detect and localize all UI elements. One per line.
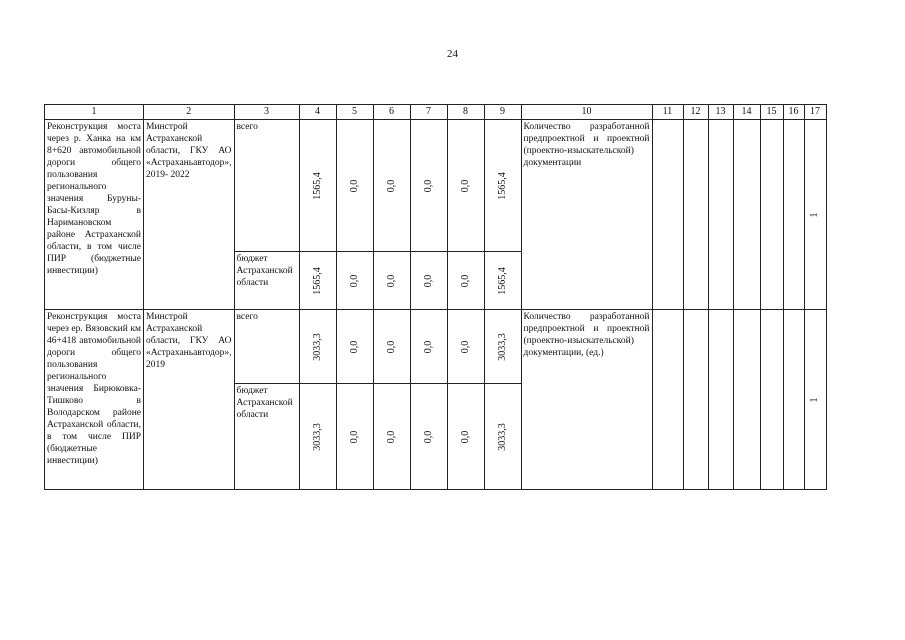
value-cell: 1565,4: [299, 252, 336, 310]
value-cell: 0,0: [447, 310, 484, 384]
column-number-row: [45, 105, 827, 120]
col-header: 2: [144, 105, 235, 120]
empty-cell: [652, 120, 683, 310]
value-cell: 0,0: [336, 310, 373, 384]
table-row: [45, 120, 827, 252]
col-header: 14: [733, 105, 760, 120]
col-header: 1: [45, 105, 144, 120]
value-cell: 0,0: [410, 252, 447, 310]
value-cell: 1565,4: [299, 120, 336, 252]
col-header: 4: [299, 105, 336, 120]
empty-cell: [760, 120, 783, 310]
empty-cell: [652, 310, 683, 490]
value-cell: 0,0: [373, 120, 410, 252]
empty-cell: [708, 310, 733, 490]
empty-cell: [683, 310, 708, 490]
target-value-cell: 1: [804, 120, 826, 310]
col-header: 5: [336, 105, 373, 120]
value-cell: 1565,4: [484, 120, 521, 252]
funding-source-cell: бюджет Астраханской области: [234, 252, 299, 310]
col-header: 8: [447, 105, 484, 120]
empty-cell: [708, 120, 733, 310]
empty-cell: [783, 310, 804, 490]
value-cell: 0,0: [373, 384, 410, 490]
target-value-cell: 1: [804, 310, 826, 490]
col-header: 15: [760, 105, 783, 120]
col-header: 6: [373, 105, 410, 120]
indicator-cell: Количество разработанной предпроектной и проектной (проектно-изыскательской) документации: [521, 120, 652, 310]
col-header: 3: [234, 105, 299, 120]
value-cell: 0,0: [410, 310, 447, 384]
value-cell: 0,0: [373, 310, 410, 384]
empty-cell: [760, 310, 783, 490]
value-cell: 0,0: [410, 384, 447, 490]
value-cell: 3033,3: [484, 310, 521, 384]
table-row: [45, 310, 827, 384]
page-number: 24: [447, 48, 458, 60]
col-header: 10: [521, 105, 652, 120]
empty-cell: [733, 310, 760, 490]
col-header: 11: [652, 105, 683, 120]
project-name-cell: Реконструкция моста через р. Ханка на км 8+620 автомобильной дороги общего пользования регионального значения Буруны-Басы-Кизляр в Наримановском районе Астраханской области, в том числе ПИР (бюджетные инвестиции): [45, 120, 144, 310]
value-cell: 3033,3: [299, 310, 336, 384]
value-cell: 0,0: [447, 384, 484, 490]
funding-source-cell: всего: [234, 310, 299, 384]
value-cell: 0,0: [410, 120, 447, 252]
value-cell: 0,0: [373, 252, 410, 310]
value-cell: 3033,3: [484, 384, 521, 490]
funding-source-cell: бюджет Астраханской области: [234, 384, 299, 490]
col-header: 13: [708, 105, 733, 120]
col-header: 16: [783, 105, 804, 120]
indicator-cell: Количество разработанной предпроектной и проектной (проектно-изыскательской) документации, (ед.): [521, 310, 652, 490]
value-cell: 3033,3: [299, 384, 336, 490]
col-header: 17: [804, 105, 826, 120]
value-cell: 0,0: [336, 384, 373, 490]
empty-cell: [733, 120, 760, 310]
funding-source-cell: всего: [234, 120, 299, 252]
program-table: [44, 104, 827, 490]
value-cell: 0,0: [447, 252, 484, 310]
executor-cell: Минстрой Астраханской области, ГКУ АО «Астраханьавтодор», 2019: [144, 310, 235, 490]
col-header: 7: [410, 105, 447, 120]
value-cell: 0,0: [447, 120, 484, 252]
col-header: 9: [484, 105, 521, 120]
value-cell: 0,0: [336, 252, 373, 310]
col-header: 12: [683, 105, 708, 120]
value-cell: 0,0: [336, 120, 373, 252]
project-name-cell: Реконструкция моста через ер. Вязовский км 46+418 автомобильной дороги общего пользования регионального значения Бирюковка-Тишково в Володарском районе Астраханской области, в том числе ПИР (бюджетные инвестиции): [45, 310, 144, 490]
value-cell: 1565,4: [484, 252, 521, 310]
empty-cell: [783, 120, 804, 310]
executor-cell: Минстрой Астраханской области, ГКУ АО «Астраханьавтодор», 2019- 2022: [144, 120, 235, 310]
empty-cell: [683, 120, 708, 310]
